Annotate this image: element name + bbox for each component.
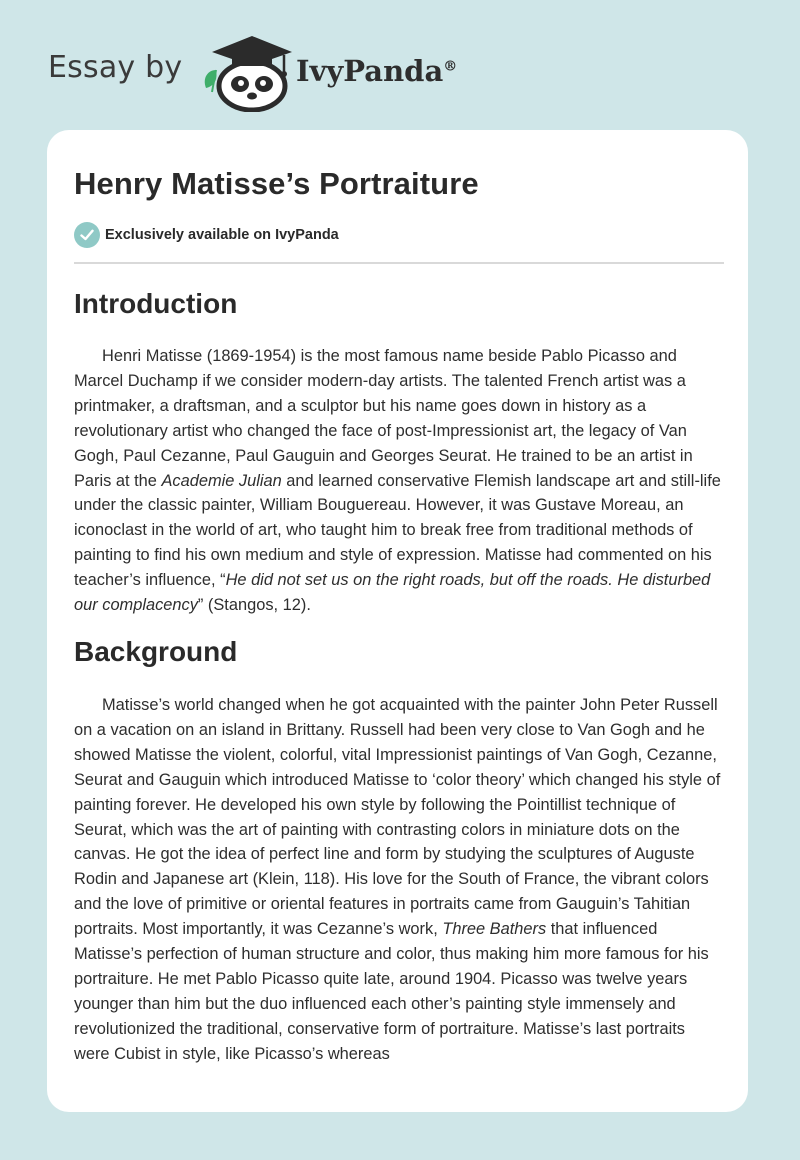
text-run: Matisse’s world changed when he got acquainted with the painter John Peter Russell on a vacation on an island in Brittany. Russell had been very close to Van Gogh and he showed Matisse the violent, colorful, vital Impressionist paintings of Van Gogh, Cezanne, Seurat and Gauguin which introduced Matisse to ‘color theory’ which changed his style of painting forever. He developed his own style by following the Pointillist technique of Seurat, which was the art of painting with contrasting colors in miniature dots on the canvas. He got the idea of perfect line and form by studying the sculptures of Auguste Rodin and Japanese art (Klein, 118). His love for the South of France, the vibrant colors and the love of primitive or oriental features in portraits came from Gauguin’s Tahitian portraits. Most importantly, it was Cezanne’s work, [74, 695, 721, 939]
essay-card [47, 130, 748, 1112]
text-run: Henri Matisse (1869-1954) is the most famous name beside Pablo Picasso and Marcel Duchamp if we consider modern-day artists. The talented French artist was a printmaker, a draftsman, and a sculptor but his name goes down in history as a revolutionary artist who changed the face of post-Impressionist art, the legacy of Van Gogh, Paul Cezanne, Paul Gauguin and Georges Seurat. He trained to be an artist in Paris at the [74, 347, 693, 490]
brand-name[interactable] [296, 54, 457, 88]
section-heading-background: Background [74, 635, 238, 667]
introduction-paragraph [74, 344, 724, 618]
exclusive-badge-label: Exclusively available on IvyPanda [105, 227, 339, 243]
italic-title-three-bathers: Three Bathers [442, 920, 547, 939]
italic-quote: He did not set us on the right roads, but off the roads. He disturbed our complacency [74, 571, 711, 615]
divider [74, 262, 724, 264]
essay-title: Henry Matisse’s Portraiture [74, 166, 479, 201]
background-paragraph [74, 693, 724, 1067]
text-run: and learned conservative Flemish landscape art and still-life under the classic painter, William Bouguereau. However, it was Gustave Moreau, an iconoclast in the world of art, who taught him to break free from traditional methods of painting to find his own medium and style of expression. Matisse had commented on his teacher’s influence, “ [74, 471, 721, 590]
italic-title-academie-julian: Academie Julian [161, 471, 282, 490]
text-run: ” (Stangos, 12). [197, 596, 311, 615]
essay-by-label: Essay by [48, 50, 183, 85]
registered-mark: ® [443, 58, 458, 75]
exclusive-badge [74, 222, 724, 248]
text-run: that influenced Matisse’s perfection of human structure and color, thus making him more famous for his portraiture. He met Pablo Picasso quite late, around 1904. Picasso was twelve years younger than him but the duo influenced each other’s painting style immensely and revolutionized the traditional, conservative form of portraiture. Matisse’s last portraits were Cubist in style, like Picasso’s whereas [74, 920, 709, 1063]
panda-graduation-cap-icon[interactable] [200, 30, 296, 112]
site-header [0, 0, 800, 120]
section-heading-introduction: Introduction [74, 288, 238, 319]
check-circle-icon [74, 222, 100, 248]
essay-content [74, 160, 724, 1067]
brand-name-text: IvyPanda [296, 54, 444, 88]
